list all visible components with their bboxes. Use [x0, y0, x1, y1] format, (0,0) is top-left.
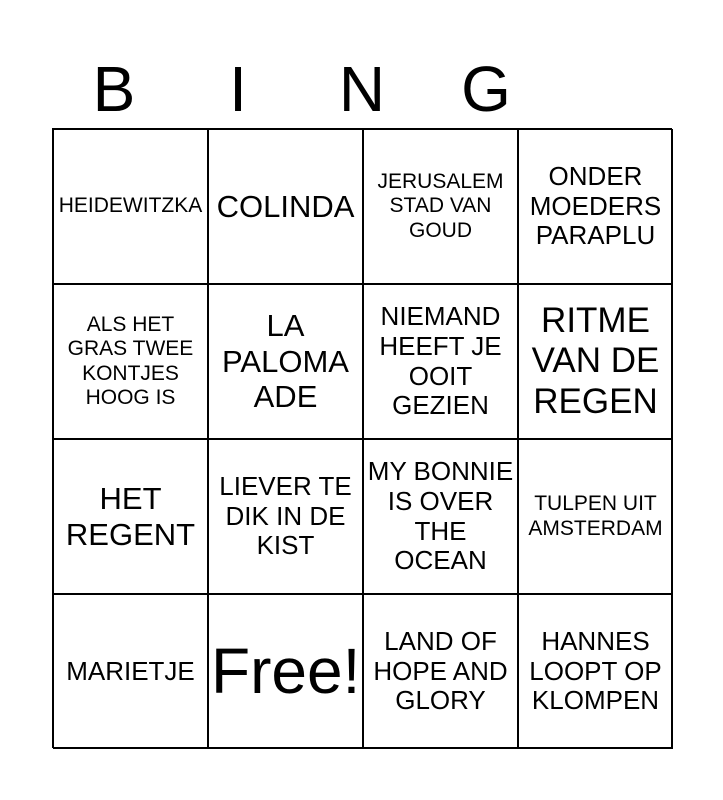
header-letter-g: G [461, 53, 511, 125]
bingo-cell[interactable] [363, 439, 518, 594]
header-letter-blank [548, 50, 672, 128]
bingo-cell[interactable] [518, 129, 673, 284]
cell-label: LIEVER TE DIK IN DE KIST [219, 470, 352, 561]
cell-label: ONDER MOEDERS PARAPLU [529, 160, 662, 251]
bingo-cell[interactable] [53, 594, 208, 749]
header-letter-i: I [229, 53, 247, 125]
bingo-cell[interactable] [363, 594, 518, 749]
cell-label: JERUSALEM STAD VAN GOUD [377, 170, 504, 242]
cell-label: NIEMAND HEEFT JE OOIT GEZIEN [379, 300, 502, 421]
cell-label: MARIETJE [66, 655, 195, 686]
bingo-cell[interactable] [518, 594, 673, 749]
bingo-cell[interactable] [518, 439, 673, 594]
cell-label: RITME VAN DE REGEN [531, 301, 660, 421]
bingo-grid [52, 128, 672, 748]
cell-label: ALS HET GRAS TWEE KONTJES HOOG IS [67, 313, 194, 409]
free-space-cell[interactable] [208, 594, 363, 749]
bingo-cell[interactable] [208, 284, 363, 439]
bingo-cell[interactable] [518, 284, 673, 439]
bingo-cell[interactable] [53, 129, 208, 284]
bingo-header [52, 50, 672, 128]
bingo-cell[interactable] [208, 439, 363, 594]
header-letter-b: B [92, 53, 136, 125]
cell-label: HET REGENT [65, 480, 196, 552]
bingo-cell[interactable] [363, 129, 518, 284]
cell-label: TULPEN UIT AMSTERDAM [528, 492, 663, 540]
bingo-cell[interactable] [363, 284, 518, 439]
cell-label: LA PALOMA ADE [222, 308, 349, 415]
cell-label: HEIDEWITZKA [58, 194, 203, 218]
cell-label: MY BONNIE IS OVER THE OCEAN [367, 455, 514, 576]
header-letter-n: N [338, 53, 386, 125]
bingo-cell[interactable] [53, 439, 208, 594]
bingo-cell[interactable] [208, 129, 363, 284]
cell-label: HANNES LOOPT OP KLOMPEN [529, 625, 662, 716]
cell-label: COLINDA [216, 188, 355, 224]
free-label: Free! [211, 634, 361, 707]
bingo-cell[interactable] [53, 284, 208, 439]
cell-label: LAND OF HOPE AND GLORY [373, 625, 508, 716]
